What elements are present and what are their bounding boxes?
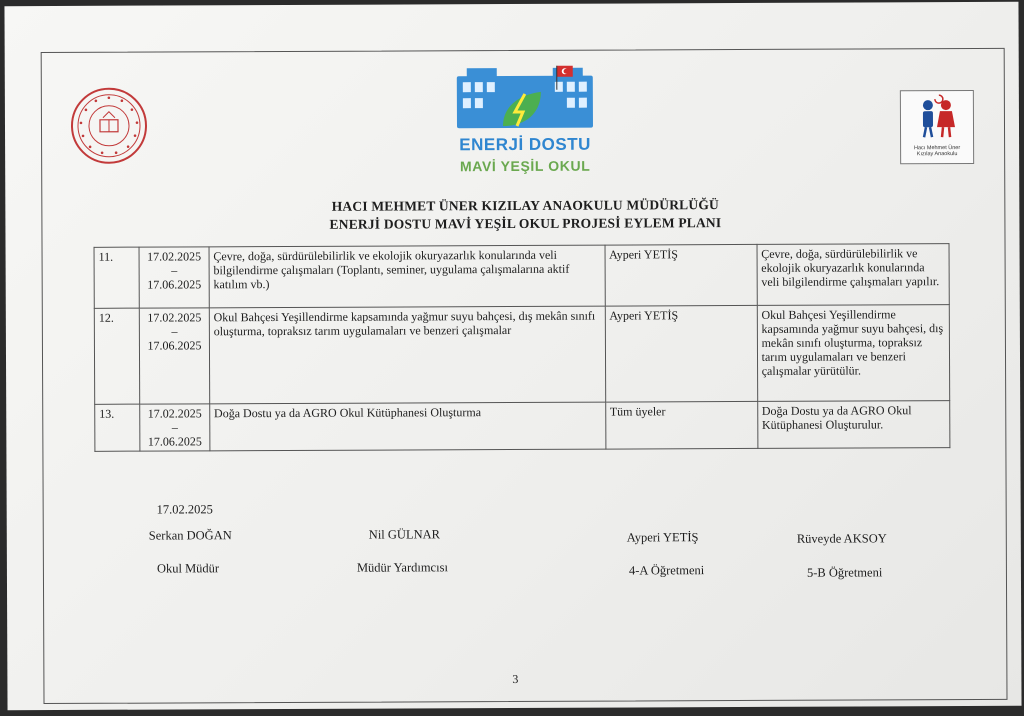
signatory-name: Ayperi YETİŞ xyxy=(626,530,699,545)
start-date: 17.02.2025 xyxy=(147,310,202,325)
date-separator: – xyxy=(171,324,178,339)
table-row xyxy=(94,244,949,309)
date-range xyxy=(140,404,210,451)
document-subtitle: ENERJİ DOSTU MAVİ YEŞİL OKUL PROJESİ EYLEM PLANI xyxy=(329,215,722,232)
start-date: 17.02.2025 xyxy=(147,249,202,264)
document-title: HACI MEHMET ÜNER KIZILAY ANAOKULU MÜDÜRLÜĞÜ xyxy=(331,197,719,214)
end-date: 17.06.2025 xyxy=(147,434,202,449)
signatory-name: Nil GÜLNAR xyxy=(368,527,440,542)
responsible-cell: Ayperi YETİŞ xyxy=(605,244,757,306)
school-logo-caption xyxy=(901,145,973,157)
signatory-role: 4-A Öğretmeni xyxy=(628,563,705,578)
school-logo-line1: Hacı Mehmet Üner xyxy=(914,145,961,152)
table-row xyxy=(95,401,950,452)
logo-title: ENERJİ DOSTU xyxy=(459,134,591,155)
page-number: 3 xyxy=(512,671,519,687)
signatory-role: Müdür Yardımcısı xyxy=(356,560,448,575)
school-logo-line2: Kızılay Anaokulu xyxy=(916,151,958,158)
start-date: 17.02.2025 xyxy=(147,406,202,421)
table-row xyxy=(94,305,949,405)
action-plan-table xyxy=(94,243,951,452)
date-separator: – xyxy=(171,263,178,278)
logo-subtitle: MAVİ YEŞİL OKUL xyxy=(459,157,591,175)
date-separator: – xyxy=(171,420,178,435)
end-date: 17.06.2025 xyxy=(147,338,202,353)
row-number: 12. xyxy=(94,308,140,404)
date-range xyxy=(140,308,210,404)
row-number: 13. xyxy=(95,404,141,451)
outcome-cell: Okul Bahçesi Yeşillendirme kapsamında yağmur suyu bahçesi, dış mekân sınıfı oluşturma, topraksız tarım uygulamaları ve benzeri çalışmalar yürütülür. xyxy=(757,305,950,402)
enerji-dostu-logo xyxy=(445,64,606,185)
responsible-cell: Tüm üyeler xyxy=(605,401,757,449)
signatory-name: Serkan DOĞAN xyxy=(148,528,232,543)
responsible-cell: Ayperi YETİŞ xyxy=(605,305,757,402)
row-number: 11. xyxy=(94,247,140,308)
outcome-cell: Çevre, doğa, sürdürülebilirlik ve ekolojik okuryazarlık konularında veli bilgilendirme çalışmaları yapılır. xyxy=(757,244,950,306)
outcome-cell: Doğa Dostu ya da AGRO Okul Kütüphanesi Oluşturulur. xyxy=(757,401,950,449)
activity-cell: Çevre, doğa, sürdürülebilirlik ve ekolojik okuryazarlık konularında veli bilgilendirme çalışmaları (Toplantı, seminer, uygulama çalışmalarına aktif katılım vb.) xyxy=(209,245,605,308)
ministry-seal-logo xyxy=(71,88,147,164)
school-logo xyxy=(900,90,974,164)
activity-cell: Doğa Dostu ya da AGRO Okul Kütüphanesi Oluşturma xyxy=(210,402,606,451)
signatory-name: Rüveyde AKSOY xyxy=(796,531,887,546)
signature-date: 17.02.2025 xyxy=(156,502,213,517)
end-date: 17.06.2025 xyxy=(147,277,202,292)
signatory-role: Okul Müdür xyxy=(156,561,220,576)
document-page xyxy=(4,2,1021,710)
date-range xyxy=(139,247,209,308)
activity-cell: Okul Bahçesi Yeşillendirme kapsamında yağmur suyu bahçesi, dış mekân sınıfı oluşturma, topraksız tarım uygulamaları ve benzeri çalışmalar xyxy=(209,306,605,404)
signatory-role: 5-B Öğretmeni xyxy=(806,565,883,580)
